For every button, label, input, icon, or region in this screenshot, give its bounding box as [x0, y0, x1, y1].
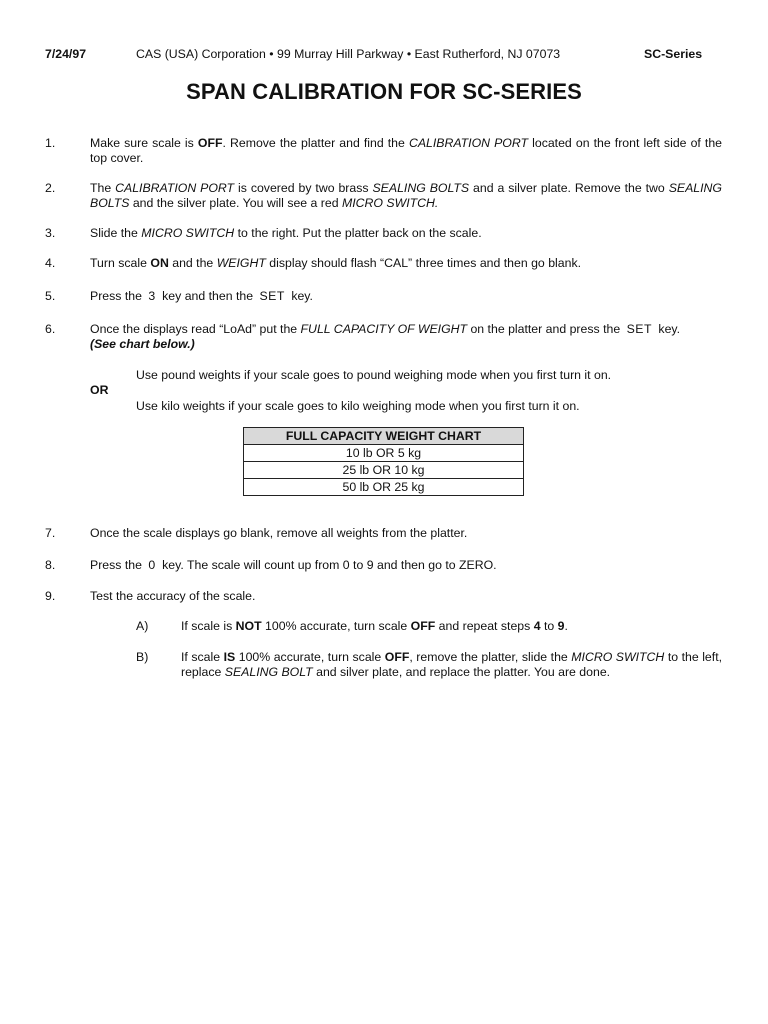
text-run-italic: FULL CAPACITY OF WEIGHT — [300, 322, 468, 336]
text-run-bold: 4 — [533, 619, 541, 633]
text-run-bold: OFF — [410, 619, 436, 633]
text-run-italic: MICRO SWITCH — [571, 650, 665, 664]
substep-letter: B) — [136, 650, 149, 664]
step-number: 2. — [45, 181, 56, 195]
step-number: 3. — [45, 226, 56, 240]
substep-letter: A) — [136, 619, 149, 633]
step-text — [90, 136, 722, 166]
kilo-instruction: Use kilo weights if your scale goes to kilo weighing mode when you first turn it on. — [136, 399, 580, 413]
text-run: to the right. Put the platter back on the scale. — [234, 226, 482, 240]
chart-reference: (See chart below.) — [90, 337, 195, 351]
text-run: to — [540, 619, 558, 633]
pound-instruction: Use pound weights if your scale goes to pound weighing mode when you first turn it on. — [136, 368, 612, 382]
text-run: Slide the — [90, 226, 142, 240]
step-number: 4. — [45, 256, 56, 270]
weight-chart-row: 25 lb OR 10 kg — [244, 462, 524, 479]
text-run: and silver plate, and replace the platter. You are done. — [312, 665, 611, 679]
text-run: and the — [168, 256, 217, 270]
text-run: is covered by two brass — [234, 181, 373, 195]
text-run: key. The scale will count up from 0 to 9 and then go to ZERO. — [158, 558, 497, 572]
company-address: CAS (USA) Corporation • 99 Murray Hill Parkway • East Rutherford, NJ 07073 — [136, 47, 561, 61]
text-run: key. — [287, 289, 313, 303]
weight-chart-header: FULL CAPACITY WEIGHT CHART — [244, 428, 524, 445]
document-date: 7/24/97 — [45, 47, 87, 61]
text-run-bold: OFF — [384, 650, 410, 664]
text-run-italic: CALIBRATION PORT — [408, 136, 529, 150]
step-number: 7. — [45, 526, 56, 540]
text-run-bold: 9 — [557, 619, 565, 633]
series-label: SC-Series — [644, 47, 703, 61]
step-text — [90, 226, 722, 241]
step-number: 5. — [45, 289, 56, 303]
text-run: Turn scale — [90, 256, 151, 270]
step-text: Test the accuracy of the scale. — [90, 589, 256, 603]
text-run: key. — [655, 322, 681, 336]
text-run-bold: ON — [150, 256, 169, 270]
text-run: 100% accurate, turn scale — [235, 650, 385, 664]
key-label: 0 — [148, 558, 156, 572]
page-title: SPAN CALIBRATION FOR SC-SERIES — [186, 79, 582, 104]
or-label: OR — [90, 383, 109, 397]
key-label: SET — [626, 322, 653, 336]
step-text — [90, 322, 722, 352]
text-run: Press the — [90, 558, 146, 572]
text-run: If scale — [181, 650, 224, 664]
text-run-bold: OFF — [197, 136, 223, 150]
step-text — [90, 558, 722, 573]
text-run: Once the displays read “LoAd” put the — [90, 322, 301, 336]
text-run: and the silver plate. You will see a red — [129, 196, 343, 210]
text-run: Make sure scale is — [90, 136, 198, 150]
text-run: The — [90, 181, 116, 195]
text-run: and repeat steps — [435, 619, 534, 633]
text-run: located on the front left side of the top cover. — [90, 136, 722, 165]
step-text: Once the scale displays go blank, remove all weights from the platter. — [90, 526, 468, 540]
text-run: key and then the — [158, 289, 257, 303]
text-run-italic: SEALING BOLTS — [372, 181, 470, 195]
text-run-italic: WEIGHT — [216, 256, 266, 270]
text-run-italic: SEALING BOLTS — [90, 181, 722, 210]
text-run: If scale is — [181, 619, 236, 633]
step-number: 6. — [45, 322, 56, 336]
text-run: display should flash “CAL” three times and then go blank. — [265, 256, 582, 270]
key-label: 3 — [148, 289, 156, 303]
text-run-bold: NOT — [235, 619, 262, 633]
text-run: Press the — [90, 289, 146, 303]
text-run-italic: CALIBRATION PORT — [115, 181, 235, 195]
step-number: 1. — [45, 136, 56, 150]
weight-chart-row: 50 lb OR 25 kg — [244, 479, 524, 496]
step-number: 8. — [45, 558, 56, 572]
key-label: SET — [259, 289, 285, 303]
text-run-italic: MICRO SWITCH. — [342, 196, 439, 210]
step-text — [90, 256, 722, 271]
substep-text — [181, 619, 722, 634]
weight-chart-row: 10 lb OR 5 kg — [244, 445, 524, 462]
text-run: on the platter and press the — [467, 322, 624, 336]
text-run: . — [564, 619, 568, 633]
weight-chart-table — [243, 427, 524, 496]
step-number: 9. — [45, 589, 56, 603]
text-run-italic: SEALING BOLT — [224, 665, 313, 679]
text-run: to the left, replace — [181, 650, 723, 679]
text-run: , remove the platter, slide the — [409, 650, 572, 664]
text-run: . Remove the platter and find the — [222, 136, 409, 150]
text-run: 100% accurate, turn scale — [261, 619, 411, 633]
text-run-italic: MICRO SWITCH — [141, 226, 235, 240]
step-text — [90, 289, 722, 304]
text-run: and a silver plate. Remove the two — [469, 181, 669, 195]
step-text — [90, 181, 722, 211]
text-run-bold: IS — [223, 650, 236, 664]
substep-text — [181, 650, 722, 680]
